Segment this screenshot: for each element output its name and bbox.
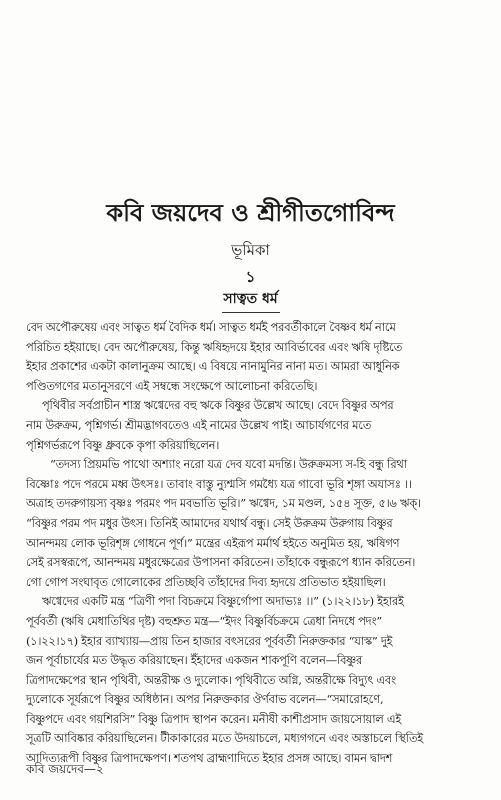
text-line: বিষ্ণুপদে এবং গয়শিরসি” বিষ্ণু ত্রিপাদ স্থাপন করেন। মনীষী কাশীপ্রসাদ জায়সোয়াল এই bbox=[26, 711, 402, 726]
section-title: সাত্বত ধর্ম bbox=[223, 291, 278, 307]
text-line: অত্রাহ তদরুগায়স্য বৃষ্ণঃ পরমং পদ মবভাতি ভূরি।” ঋগ্বেদ, ১ম মণ্ডল, ১৫৪ সূক্ত, ৫।৬ ঋক্। bbox=[26, 496, 421, 511]
text-line: বিষ্ণোঃ পদে পরমে মধ্ব উৎসঃ। তাবাং বাস্তু ন্যুশ্মসি গমধ্যৈ যত্র গাবো ভূরি শৃঙ্গা অযাসঃ ।। bbox=[26, 476, 412, 491]
text-line: আদিত্যরূপী বিষ্ণুর ত্রিপাদক্ষেপণ। শতপথ ব্রাহ্মণাদিতে ইহার প্রসঙ্গ আছে। বামন দ্বাদশ bbox=[26, 751, 393, 766]
subtitle: ভূমিকা bbox=[231, 241, 270, 259]
chapter-title: কবি জয়দেব ও শ্রীগীতগোবিন্দ bbox=[106, 198, 395, 227]
text-line: নাম উরুক্রম, পৃশ্নিগর্ভ। শ্রীমদ্ভাগবতেও এই নামের উল্লেখ পাই। আচার্যগণের মতে bbox=[26, 417, 372, 432]
text-line: বেদ অপৌরুষেয় এবং সাত্বত ধর্ম বৈদিক ধর্ম। সাত্বত ধর্মই পরবর্তীকালে বৈষ্ণব ধর্ম নামে bbox=[26, 320, 396, 334]
text-line: ঋগ্বেদের একটি মন্ত্র “ত্রিণী পদা বিচক্রমে বিষ্ণুর্গোপা অদাভ্যঃ ।।” (১।২২।১৮) ইহারই bbox=[42, 594, 404, 609]
text-line: দ্যুলোকে সূর্যরূপে বিষ্ণুর অধিষ্ঠান। অপর নিরুক্তকার ঔর্ণবাভ বলেন—“সমারোহণে, bbox=[26, 692, 384, 707]
section-number: ১ bbox=[245, 268, 256, 286]
text-line: পরিচিত হইয়াছে। বেদ অপৌরুষেয়, কিন্তু ঋষিহৃদয়ে ইহার আবির্ভাবের এবং ঋষি দৃষ্টিতে bbox=[26, 339, 403, 354]
text-line: পূর্ববর্তী (ঋষি মেধাতিথির দৃষ্ট) বহুশ্রুত মন্ত্র—“ইদং বিষ্ণুর্বিচক্রমে ত্রেধা নিদধে পদং” bbox=[26, 613, 382, 628]
text-line: ত্রিপাদক্ষেপের স্থান পৃথিবী, অন্তরীক্ষ ও দ্যুলোক। পৃথিবীতে অগ্নি, অন্তরীক্ষে বিদ্যুৎ এবং bbox=[26, 672, 396, 687]
text-line: গো গোপ সংঘাবৃত গোলোকের প্রতিচ্ছবি তাঁহাদের দিব্য হৃদয়ে প্রতিভাত হইয়াছিল। bbox=[26, 574, 386, 589]
text-line: সূত্রটি আবিষ্কার করিয়াছিলেন। টীকাকারের মতে উদয়াচলে, মধ্যগগনে এবং অস্তাচলে স্থিতিই bbox=[26, 731, 423, 746]
text-line: পৃশ্নিগর্ভরূপে বিষ্ণু ধ্রুবকে কৃপা করিয়াছিলেন। bbox=[26, 437, 219, 452]
text-line: পৃথিবীর সর্বপ্রাচীন শাস্ত্র ঋগ্বেদের বহু ঋকে বিষ্ণুর উল্লেখ আছে। বেদে বিষ্ণুর অপর bbox=[42, 398, 394, 413]
text-line: জন পূর্বাচার্যের মত উদ্ধৃত করিয়াছেন। ইঁহাদের একজন শাকপূণি বলেন—বিষ্ণুর bbox=[26, 653, 363, 668]
body-text bbox=[26, 318, 478, 766]
section-divider bbox=[222, 312, 280, 313]
text-line: (১।২২।১৭) ইহার ব্যাখ্যায়—প্রায় তিন হাজার বৎসরের পূর্ববর্তী নিরুক্তকার “যাস্ক” দুই bbox=[26, 633, 393, 648]
text-line: সেই রসস্বরূপে, আনন্দময় মধুরক্ষেত্রের উপাসনা করিতেন। তাঁহাকে বন্ধুরূপে ধ্যান করিতেন। bbox=[26, 555, 416, 570]
text-line: “বিষ্ণুর পরম পদ মধুর উৎস। তিনিই আমাদের যথার্থ বন্ধু। সেই উরুক্রম উরুগায় বিষ্ণুর bbox=[26, 515, 393, 530]
text-line: ইহার প্রকাশের একটা কালানুক্রম আছে। এ বিষয়ে নানামুনির নানা মত। আমরা আধুনিক bbox=[26, 359, 400, 374]
text-line: “তদস্য প্রিয়মভি পাথো অশ্যাং নরো যত্র দেব যবো মদন্তি। উরুক্রমস্য স-হি বন্ধু রিথা bbox=[50, 457, 407, 472]
page-footer: কবি জয়দেব—২ bbox=[26, 762, 104, 776]
text-line: পণ্ডিতগণের মতানুসরণে এই সম্বন্ধে সংক্ষেপে আলোচনা করিতেছি। bbox=[26, 378, 318, 393]
text-line: আনন্দময় লোক ভূরিশৃঙ্গ গোধনে পূর্ণ।” মন্ত্রের এইরূপ মর্মার্থ হইতে অনুমিত হয়, ঋষিগণ bbox=[26, 535, 400, 550]
